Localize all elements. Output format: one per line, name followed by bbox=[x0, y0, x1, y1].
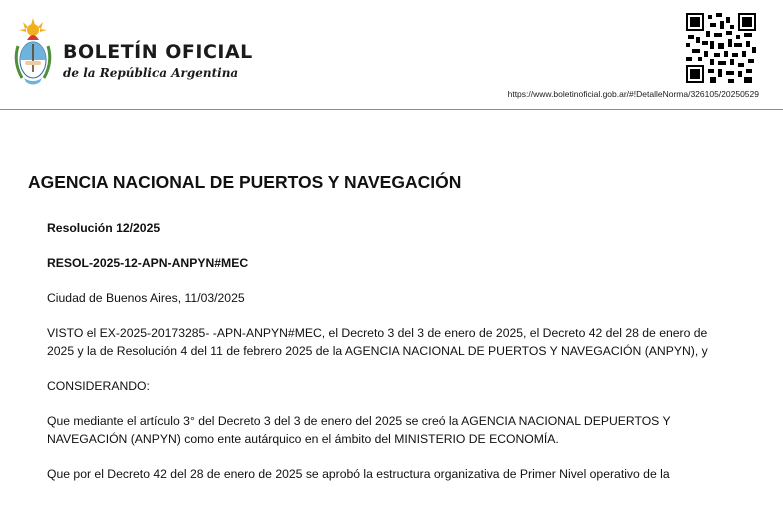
considerando-paragraph-2: Que por el Decreto 42 del 28 de enero de 2025 se aprobó la estructura organizativa de Primer Nivel operativo de la bbox=[47, 467, 670, 481]
place-date: Ciudad de Buenos Aires, 11/03/2025 bbox=[47, 291, 245, 305]
argentina-coat-of-arms-icon bbox=[10, 16, 56, 94]
considerando-heading: CONSIDERANDO: bbox=[47, 379, 150, 393]
header-divider bbox=[0, 109, 783, 110]
brand bbox=[63, 42, 253, 81]
considerando-paragraph-1: Que mediante el artículo 3° del Decreto 3 del 3 de enero del 2025 se creó la AGENCIA NACIONAL DEPUERTOS Y NAVEGACIÓN (ANPYN) como ente autárquico en el ámbito del MINISTERIO DE ECONOMÍA. bbox=[47, 414, 671, 446]
agency-title: AGENCIA NACIONAL DE PUERTOS Y NAVEGACIÓN bbox=[28, 172, 462, 192]
document-body bbox=[47, 219, 737, 500]
resolution-code: RESOL-2025-12-APN-ANPYN#MEC bbox=[47, 256, 249, 270]
page-header bbox=[0, 0, 783, 110]
brand-subtitle: de la República Argentina bbox=[63, 66, 239, 80]
brand-title: BOLETÍN OFICIAL bbox=[63, 41, 253, 63]
resolution-number: Resolución 12/2025 bbox=[47, 221, 161, 235]
qr-code-icon bbox=[686, 13, 756, 83]
document-url[interactable]: https://www.boletinoficial.gob.ar/#!DetalleNorma/326105/20250529 bbox=[507, 89, 759, 99]
visto-paragraph: VISTO el EX-2025-20173285- -APN-ANPYN#MEC, el Decreto 3 del 3 de enero de 2025, el Decreto 42 del 28 de enero de 2025 y la de Resolución 4 del 11 de febrero 2025 de la AGENCIA NACIONAL DE PUERTOS Y NAVEGACIÓN (ANPYN), y bbox=[47, 326, 708, 358]
